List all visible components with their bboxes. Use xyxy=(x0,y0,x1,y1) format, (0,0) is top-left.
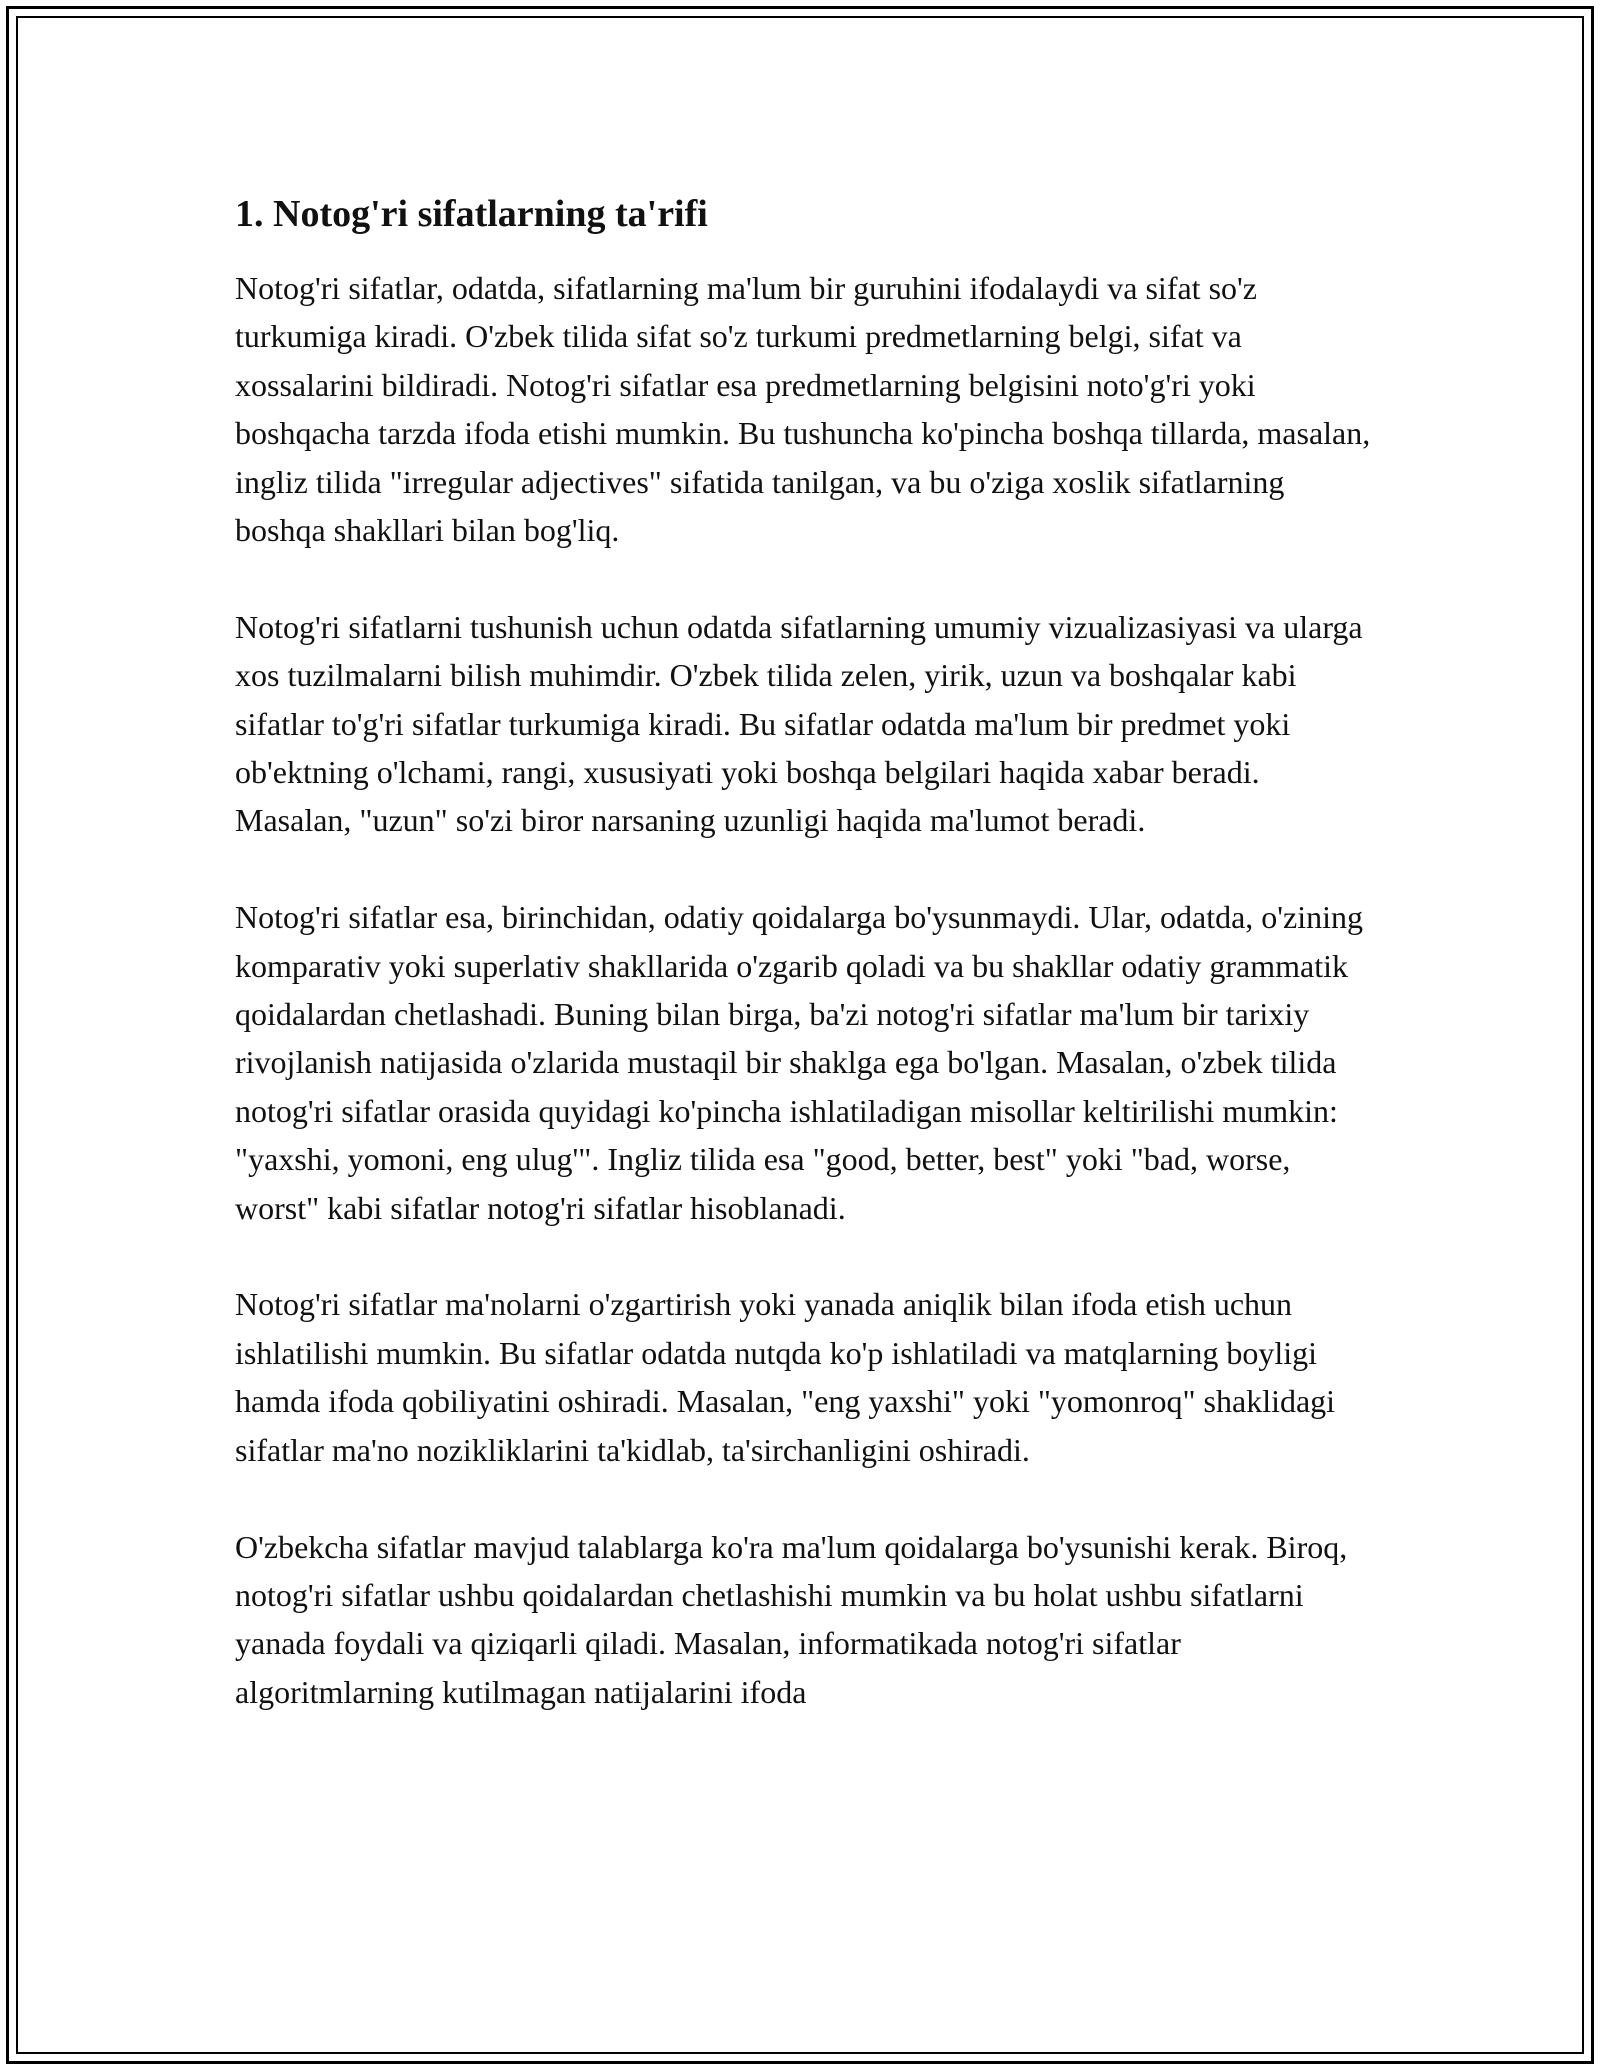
paragraph-1: Notog'ri sifatlar, odatda, sifatlarning ma'lum bir guruhini ifodalaydi va sifat so'z turkumiga kiradi. O'zbek tilida sifat so'z turkumi predmetlarning belgi, sifat va xossalarini bildiradi. Notog'ri sifatlar esa predmetlarning belgisini noto'g'ri yoki boshqacha tarzda ifoda etishi mumkin. Bu tushuncha ko'pincha boshqa tillarda, masalan, ingliz tilida "irregular adjectives" sifatida tanilgan, va bu o'ziga xoslik sifatlarning boshqa shakllari bilan bog'liq. xyxy=(235,270,1371,549)
paragraph-5: O'zbekcha sifatlar mavjud talablarga ko'ra ma'lum qoidalarga bo'ysunishi kerak. Biroq, notog'ri sifatlar ushbu qoidalardan chetlashishi mumkin va bu holat ushbu sifatlarni yanada foydali va qiziqarli qiladi. Masalan, informatikada notog'ri sifatlar algoritmlarning kutilmagan natijalarini ifoda xyxy=(235,1528,1348,1710)
document-body xyxy=(235,190,1375,1716)
paragraph-3: Notog'ri sifatlar esa, birinchidan, odatiy qoidalarga bo'ysunmaydi. Ular, odatda, o'zining komparativ yoki superlativ shakllarida o'zgarib qoladi va bu shakllar odatiy grammatik qoidalardan chetlashadi. Buning bilan birga, ba'zi notog'ri sifatlar ma'lum bir tarixiy rivojlanish natijasida o'zlarida mustaqil bir shaklga ega bo'lgan. Masalan, o'zbek tilida notog'ri sifatlar orasida quyidagi ko'pincha ishlatiladigan misollar keltirilishi mumkin: "yaxshi, yomoni, eng ulug'". Ingliz tilida esa "good, better, best" yoki "bad, worse, worst" kabi sifatlar notog'ri sifatlar hisoblanadi. xyxy=(235,899,1364,1226)
paragraph-2: Notog'ri sifatlarni tushunish uchun odatda sifatlarning umumiy vizualizasiyasi va ularga xos tuzilmalarni bilish muhimdir. O'zbek tilida zelen, yirik, uzun va boshqalar kabi sifatlar to'g'ri sifatlar turkumiga kiradi. Bu sifatlar odatda ma'lum bir predmet yoki ob'ektning o'lchami, rangi, xususiyati yoki boshqa belgilari haqida xabar beradi. Masalan, "uzun" so'zi biror narsaning uzunligi haqida ma'lumot beradi. xyxy=(235,608,1363,839)
section-heading: 1. Notog'ri sifatlarning ta'rifi xyxy=(235,193,708,235)
paragraph-4: Notog'ri sifatlar ma'nolarni o'zgartirish yoki yanada aniqlik bilan ifoda etish uchun ishlatilishi mumkin. Bu sifatlar odatda nutqda ko'p ishlatiladi va matqlarning boyligi hamda ifoda qobiliyatini oshiradi. Masalan, "eng yaxshi" yoki "yomonroq" shaklidagi sifatlar ma'no nozikliklarini ta'kidlab, ta'sirchanligini oshiradi. xyxy=(235,1286,1336,1468)
